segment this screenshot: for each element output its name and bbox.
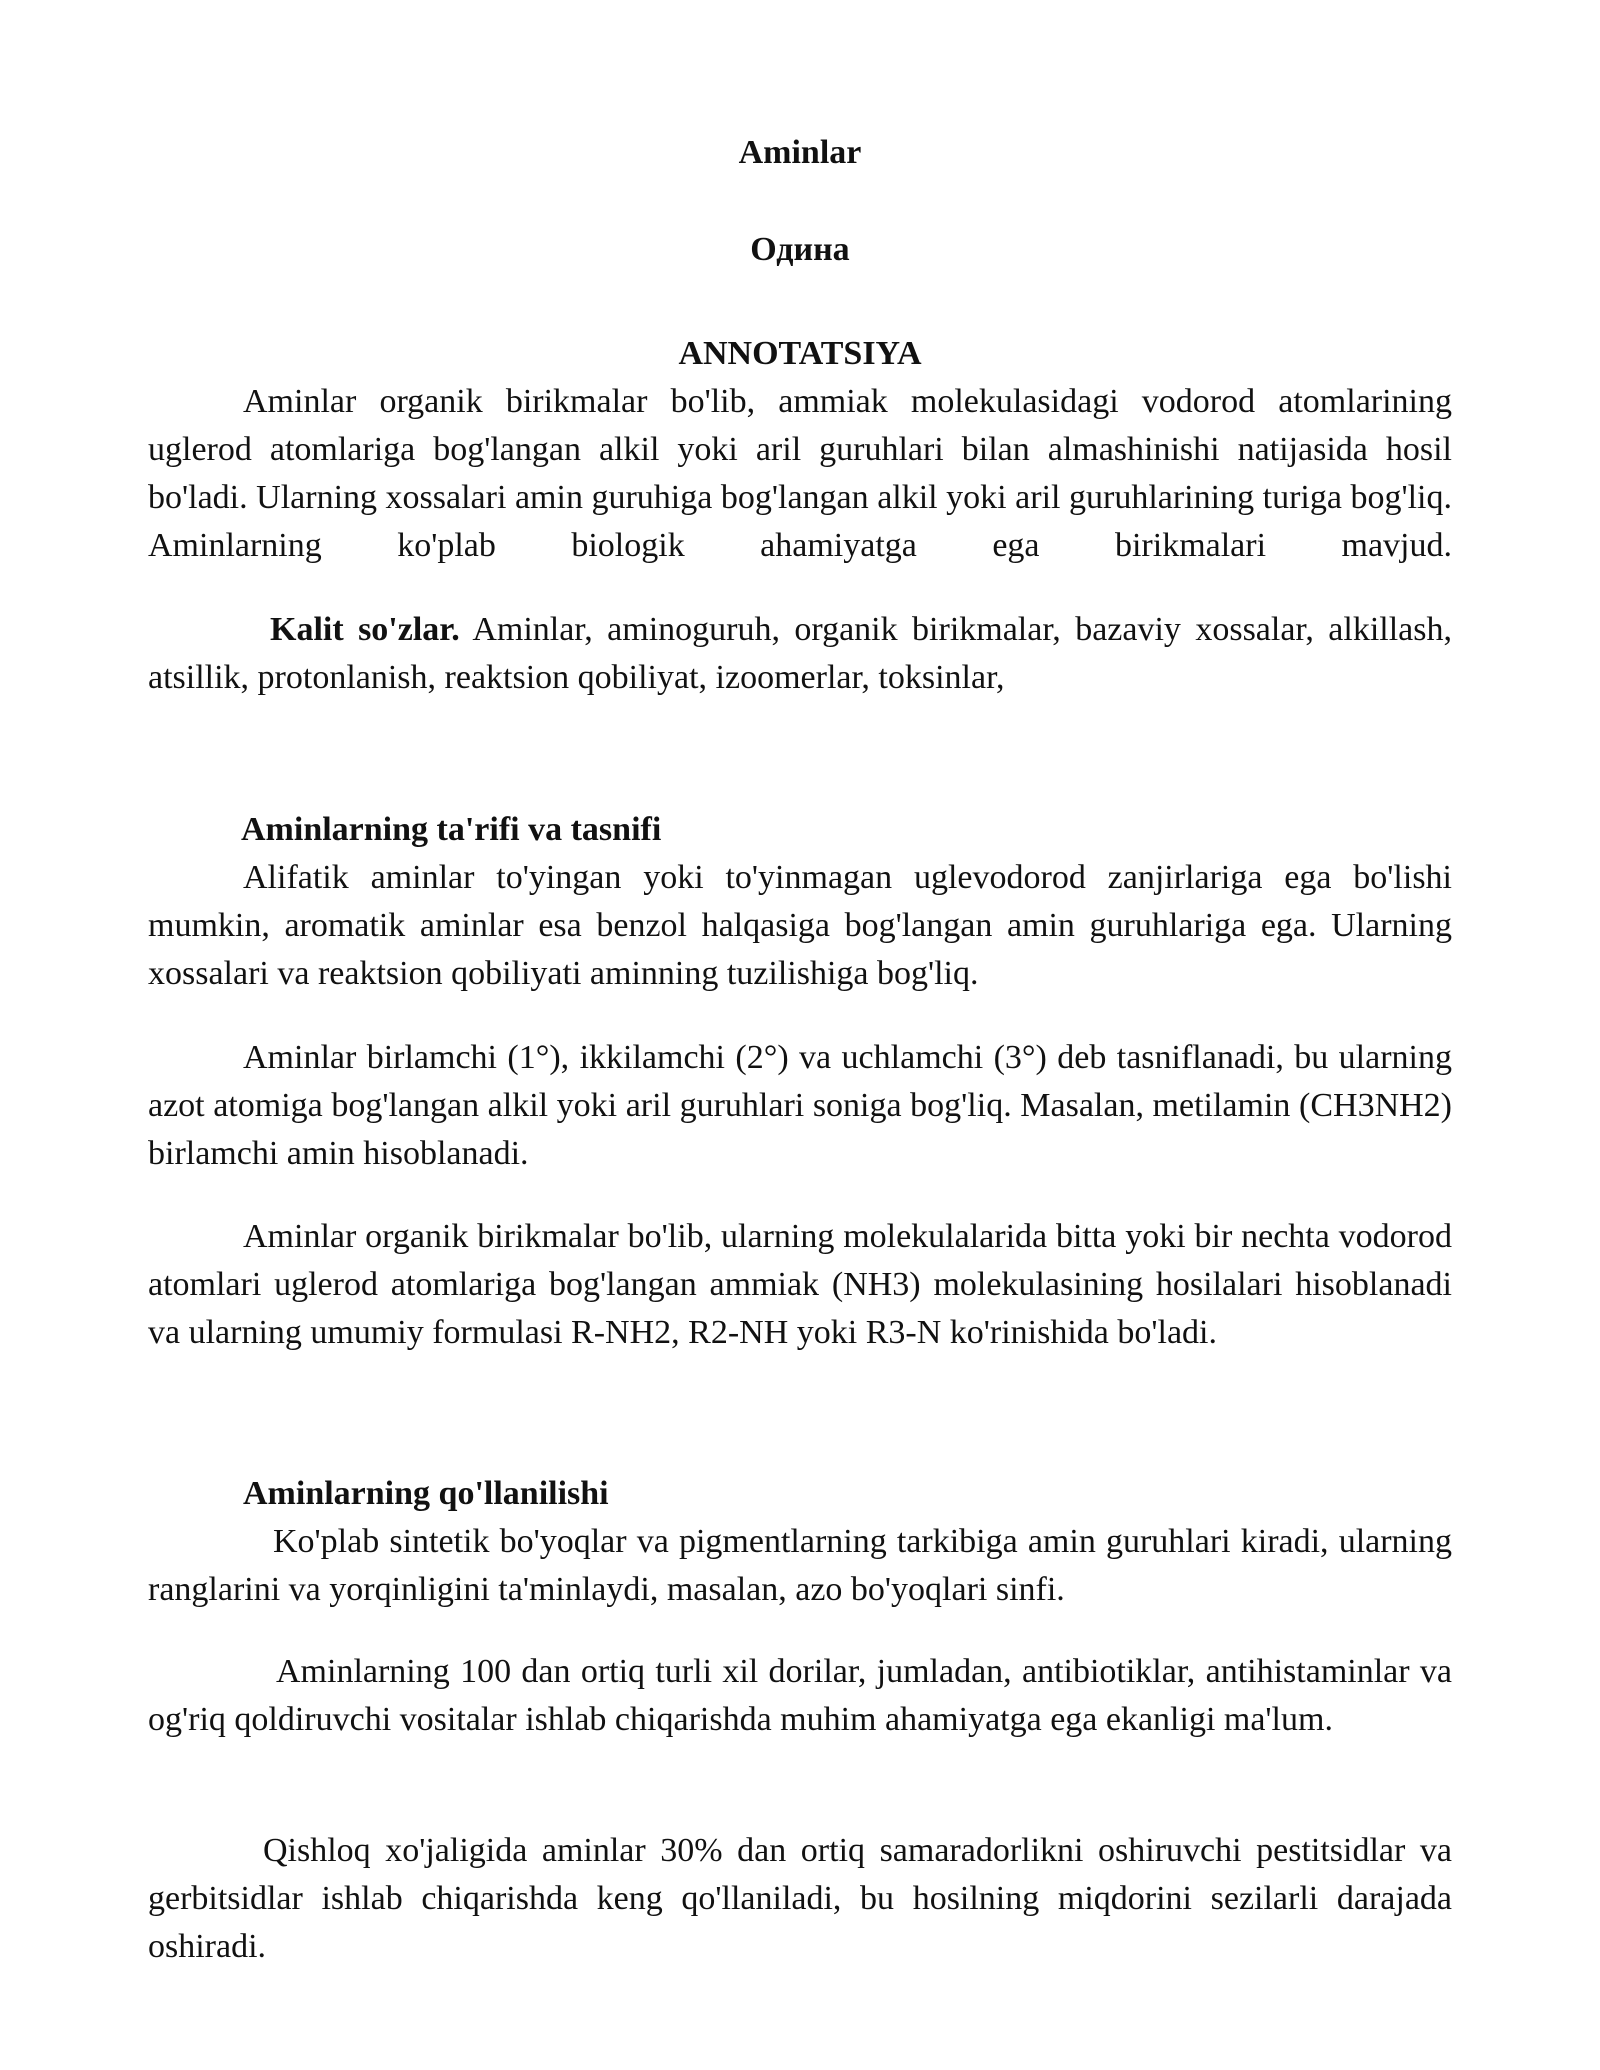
section2-paragraph-3: Qishloq xo'jaligida aminlar 30% dan ortiq samaradorlikni oshiruvchi pestitsidlar va gerbitsidlar ishlab chiqarishda keng qo'llaniladi, bu hosilning miqdorini sezilarli darajada oshiradi. [148,1832,1452,1965]
author-name: Одина [750,231,850,268]
section-heading-definition: Aminlarning ta'rifi va tasnifi [241,811,662,848]
keywords-line [148,606,1452,702]
section2-paragraph-1: Ko'plab sintetik bo'yoqlar va pigmentlarning tarkibiga amin guruhlari kiradi, ularning ranglarini va yorqinligini ta'minlaydi, masalan, azo bo'yoqlari sinfi. [148,1523,1452,1608]
section1-paragraph-3: Aminlar organik birikmalar bo'lib, ularning molekulalarida bitta yoki bir nechta vodorod atomlari uglerod atomlariga bog'langan ammiak (NH3) molekulasining hosilalari hisoblanadi va ularning umumiy formulasi R-NH2, R2-NH yoki R3-N ko'rinishida bo'ladi. [148,1218,1452,1351]
section-heading-applications: Aminlarning qo'llanilishi [243,1475,609,1512]
section1-paragraph-1: Alifatik aminlar to'yingan yoki to'yinmagan uglevodorod zanjirlariga ega bo'lishi mumkin, aromatik aminlar esa benzol halqasiga bog'langan amin guruhlariga ega. Ularning xossalari va reaktsion qobiliyati aminning tuzilishiga bog'liq. [148,859,1452,992]
keywords-list: Aminlar, aminoguruh, organik birikmalar, bazaviy xossalar, alkillash, atsillik, protonlanish, reaktsion qobiliyat, izoomerlar, toksinlar, [148,611,1452,696]
document-title: Aminlar [738,134,862,171]
section2-paragraph-2: Aminlarning 100 dan ortiq turli xil dorilar, jumladan, antibiotiklar, antihistaminlar va og'riq qoldiruvchi vositalar ishlab chiqarishda muhim ahamiyatga ega ekanligi ma'lum. [148,1653,1452,1738]
section1-paragraph-2: Aminlar birlamchi (1°), ikkilamchi (2°) va uchlamchi (3°) deb tasniflanadi, bu ularning azot atomiga bog'langan alkil yoki aril guruhlari soniga bog'liq. Masalan, metilamin (CH3NH2) birlamchi amin hisoblanadi. [148,1039,1452,1172]
abstract-text: Aminlar organik birikmalar bo'lib, ammiak molekulasidagi vodorod atomlarining uglerod atomlariga bog'langan alkil yoki aril guruhlari bilan almashinishi natijasida hosil bo'ladi. Ularning xossalari amin guruhiga bog'langan alkil yoki aril guruhlarining turiga bog'liq. Aminlarning ko'plab biologik ahamiyatga ega birikmalari mavjud. [148,383,1452,564]
keywords-label: Kalit so'zlar. [270,611,460,648]
abstract-heading: ANNOTATSIYA [678,335,922,372]
document-page [148,0,1452,2070]
